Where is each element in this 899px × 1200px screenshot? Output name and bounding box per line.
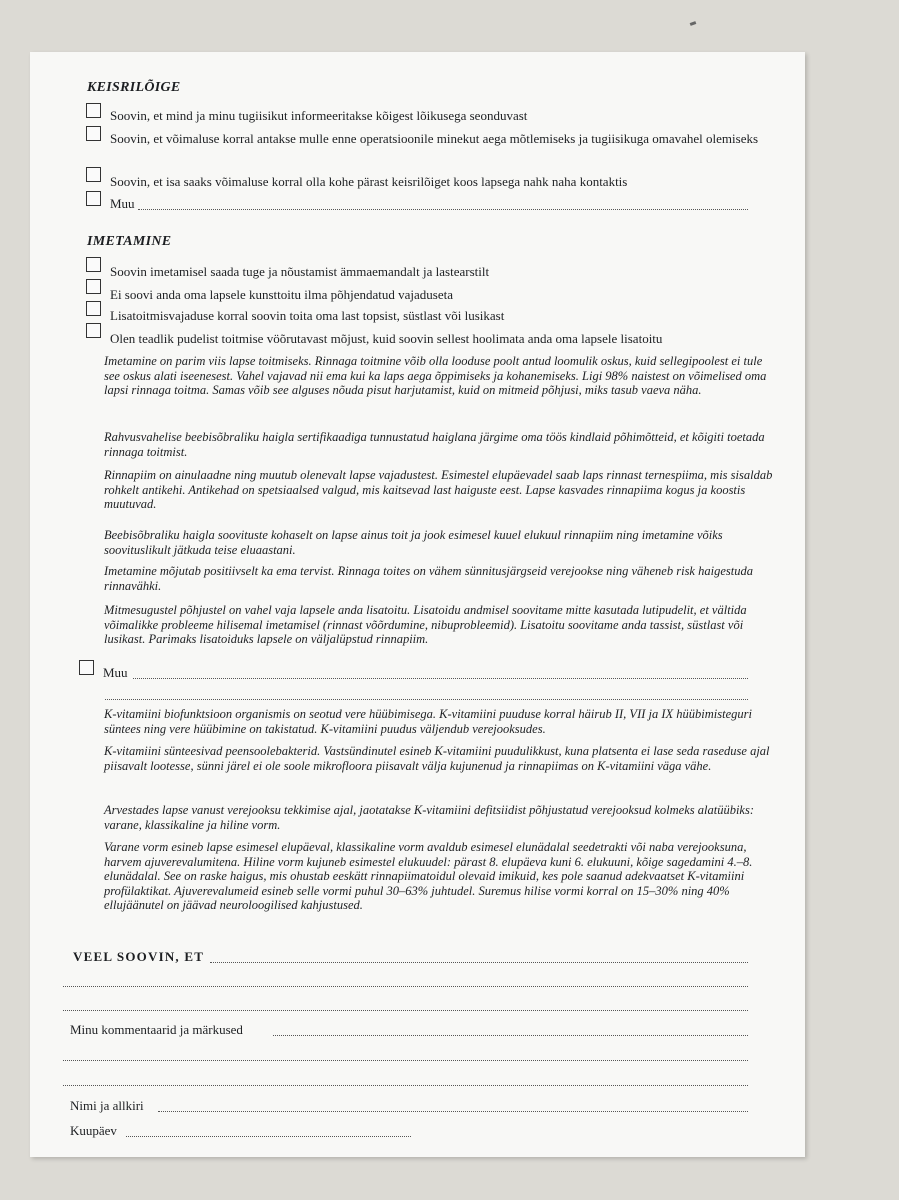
date-label: Kuupäev <box>70 1123 117 1138</box>
checkbox-imet-4[interactable] <box>86 323 101 338</box>
form-page <box>30 52 805 1157</box>
checkbox-imet-2[interactable] <box>86 279 101 294</box>
imetamine-paragraph-5: Imetamine mõjutab positiivselt ka ema tervist. Rinnaga toites on vähem sünnitusjärgseid verejookse ning väheneb risk haigestuda rinnavähki. <box>104 564 753 593</box>
veel-line-2[interactable] <box>63 985 748 987</box>
checkbox-imet-other[interactable] <box>79 660 94 675</box>
option-keisr-1: Soovin, et mind ja minu tugiisikut informeeritakse kõigest lõikusega seonduvast <box>110 108 528 123</box>
checkbox-imet-1[interactable] <box>86 257 101 272</box>
checkbox-keisr-3[interactable] <box>86 167 101 182</box>
comments-line-3[interactable] <box>63 1084 748 1086</box>
comments-label: Minu kommentaarid ja märkused <box>70 1022 243 1037</box>
other-label-imet: Muu <box>103 665 128 680</box>
option-imet-1: Soovin imetamisel saada tuge ja nõustamist ämmaemandalt ja lastearstilt <box>110 264 490 279</box>
veel-line-3[interactable] <box>63 1009 748 1011</box>
imetamine-paragraph-2: Rahvusvahelise beebisõbraliku haigla sertifikaadiga tunnustatud haiglana järgime oma töös kindlaid põhimõtteid, et kõigiti toetada rinnaga toitmist. <box>104 430 765 459</box>
vitamin-paragraph-2: K-vitamiini sünteesivad peensoolebakterid. Vastsündinutel esineb K-vitamiini puudulikkust, kuna platsenta ei lase seda raseduse ajal piisavalt lootesse, sünni järel ei ole soole mikrofloora piisavalt välja kujunenud ja rinnapiimas on K-vitamiini väga vähe. <box>104 744 770 773</box>
imetamine-paragraph-4: Beebisõbraliku haigla soovituste kohaselt on lapse ainus toit ja jook esimesel kuuel elukuul rinnapiim ning imetamine võiks soovituslikult jätkuda teise eluaastani. <box>104 528 723 557</box>
checkbox-keisr-other[interactable] <box>86 191 101 206</box>
section-heading-imetamine: IMETAMINE <box>87 234 172 249</box>
checkbox-keisr-1[interactable] <box>86 103 101 118</box>
vitamin-paragraph-3: Arvestades lapse vanust verejooksu tekkimise ajal, jaotatakse K-vitamiini defitsiidist põhjustatud verejooksud kolmeks alatüübiks: varane, klassikaline ja hiline vorm. <box>104 803 754 832</box>
option-imet-3: Lisatoitmisvajaduse korral soovin toita oma last topsist, süstlast või lusikast <box>110 308 505 323</box>
comments-line-1[interactable] <box>273 1034 748 1036</box>
checkbox-imet-3[interactable] <box>86 301 101 316</box>
other-label-keisr: Muu <box>110 196 135 211</box>
other-line-imet-2[interactable] <box>105 698 748 700</box>
veel-line-1[interactable] <box>210 961 748 963</box>
option-imet-2: Ei soovi anda oma lapsele kunsttoitu ilma põhjendatud vajaduseta <box>110 287 453 302</box>
imetamine-paragraph-6: Mitmesugustel põhjustel on vahel vaja lapsele anda lisatoitu. Lisatoidu andmisel soovitame mitte kasutada lutipudelit, et vältida võimalikke probleeme hilisemal imetamisel (rinnast võõrdumine, nibuprobleemid). Lisatoitu soovitame anda tassist, süstlast või lusikast. Parimaks lisatoiduks lapsele on väljalüpstud rinnapiim. <box>104 603 747 646</box>
name-signature-label: Nimi ja allkiri <box>70 1098 144 1113</box>
option-keisr-3: Soovin, et isa saaks võimaluse korral olla kohe pärast keisrilõiget koos lapsega nahk naha kontaktis <box>110 174 628 189</box>
vitamin-paragraph-1: K-vitamiini biofunktsioon organismis on seotud vere hüübimisega. K-vitamiini puuduse korral häirub II, VII ja IX hüübimisteguri süntees ning vere hüübimine on takistatud. K-vitamiini puudus väljendub verejooksudes. <box>104 707 752 736</box>
imetamine-paragraph-1: Imetamine on parim viis lapse toitmiseks. Rinnaga toitmine võib olla looduse poolt antud loomulik oskus, kuid sellegipoolest ei tule see oskus alati iseenesest. Vahel vajavad nii ema kui ka laps aega õppimiseks ja kohanemiseks. Ligi 98% naistest on võimelised oma lapsi rinnaga toitma. Samas võib see alguses nõuda pisut harjutamist, kuid on mitmeid põhjusi, miks tasub vaeva näha. <box>104 354 767 397</box>
checkbox-keisr-2[interactable] <box>86 126 101 141</box>
name-signature-line[interactable] <box>158 1110 748 1112</box>
other-line-keisr[interactable] <box>138 208 748 210</box>
option-keisr-2: Soovin, et võimaluse korral antakse mulle enne operatsioonile minekut aega mõtlemiseks ja tugiisikuga omavahel olemiseks <box>110 131 759 146</box>
comments-line-2[interactable] <box>63 1059 748 1061</box>
vitamin-paragraph-4: Varane vorm esineb lapse esimesel elupäeval, klassikaline vorm avaldub esimesel elunädalal seedetrakti või naba verejooksuna, harvem ajuverevalumitena. Hiline vorm kujuneb esimestel elukuudel: pärast 8. elupäeva kuni 6. elukuuni, kõige sagedamini 4.–8. elunädalal. See on raske haigus, mis ohustab eeskätt rinnapiimatoidul olevaid imikuid, kes pole saanud adekvaatset K-vitamiini profülaktikat. Ajuverevalumeid esineb selle vormi puhul 30–63% juhtudel. Suremus hilise vormi korral on 15–30% ning 40% ellujäänutel on jäävad neuroloogilised kahjustused. <box>104 840 753 912</box>
corner-mark <box>690 21 697 26</box>
date-line[interactable] <box>126 1135 411 1137</box>
section-heading-keisriloige: KEISRILÕIGE <box>87 80 181 95</box>
option-imet-4: Olen teadlik pudelist toitmise vöõrutavast mõjust, kuid soovin sellest hoolimata anda oma lapsele lisatoitu <box>110 331 663 346</box>
imetamine-paragraph-3: Rinnapiim on ainulaadne ning muutub olenevalt lapse vajadustest. Esimestel elupäevadel saab laps rinnast ternespiima, mis sisaldab rohkelt antikehi. Antikehad on spetsiaalsed valgud, mis kaitsevad last haiguste eest. Lapse kasvades rinnapiima kogus ja koostis muutuvad. <box>104 468 773 511</box>
veel-soovin-label: VEEL SOOVIN, ET <box>73 949 205 964</box>
other-line-imet-1[interactable] <box>133 677 748 679</box>
